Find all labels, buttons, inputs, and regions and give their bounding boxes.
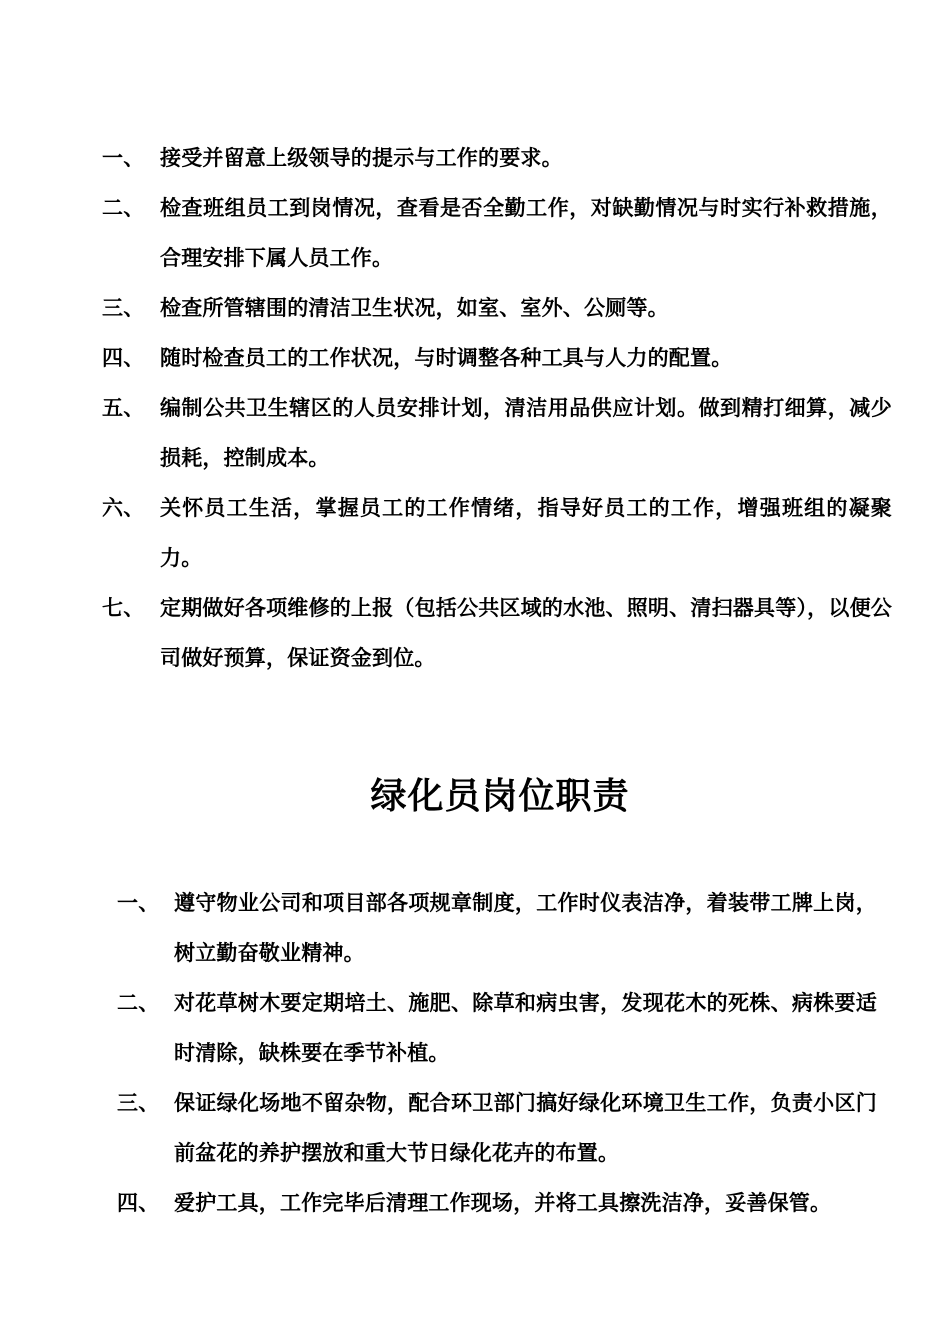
list-item: [102, 133, 892, 183]
item-text: 随时检查员工的工作状况，与时调整各种工具与人力的配置。: [160, 346, 733, 370]
item-text: 定期做好各项维修的上报（包括公共区域的水池、照明、清扫器具等），以便公司做好预算，保证资金到位。: [160, 596, 892, 670]
item-number: 二、: [117, 991, 160, 1015]
item-text: 检查班组员工到岗情况，查看是否全勤工作，对缺勤情况与时实行补救措施，合理安排下属人员工作。: [160, 196, 892, 270]
item-number: 三、: [102, 296, 145, 320]
item-number: 六、: [102, 496, 145, 520]
item-number: 二、: [102, 196, 145, 220]
list-item: [102, 283, 892, 333]
item-text: 关怀员工生活，掌握员工的工作情绪，指导好员工的工作，增强班组的凝聚力。: [160, 496, 892, 570]
duties-list-cleaning: [102, 133, 892, 683]
list-item: [102, 183, 892, 283]
list-item: [117, 978, 877, 1078]
item-text: 遵守物业公司和项目部各项规章制度，工作时仪表洁净，着装带工牌上岗，树立勤奋敬业精神。: [174, 891, 877, 965]
duties-list-greening: [117, 878, 877, 1228]
list-item: [102, 483, 892, 583]
list-item: [102, 333, 892, 383]
item-text: 接受并留意上级领导的提示与工作的要求。: [160, 146, 563, 170]
item-text: 保证绿化场地不留杂物，配合环卫部门搞好绿化环境卫生工作，负责小区门前盆花的养护摆放和重大节日绿化花卉的布置。: [174, 1091, 877, 1165]
item-text: 编制公共卫生辖区的人员安排计划，清洁用品供应计划。做到精打细算，减少损耗，控制成本。: [160, 396, 892, 470]
item-text: 爱护工具，工作完毕后清理工作现场，并将工具擦洗洁净，妥善保管。: [174, 1191, 832, 1215]
item-text: 检查所管辖围的清洁卫生状况，如室、室外、公厕等。: [160, 296, 669, 320]
list-item: [102, 583, 892, 683]
item-number: 五、: [102, 396, 145, 420]
item-number: 四、: [117, 1191, 160, 1215]
item-number: 三、: [117, 1091, 160, 1115]
list-item: [117, 1178, 877, 1228]
section-title: 绿化员岗位职责: [370, 776, 630, 817]
item-number: 一、: [117, 891, 160, 915]
list-item: [102, 383, 892, 483]
item-number: 七、: [102, 596, 145, 620]
item-number: 四、: [102, 346, 145, 370]
list-item: [117, 1078, 877, 1178]
list-item: [117, 878, 877, 978]
item-number: 一、: [102, 146, 145, 170]
item-text: 对花草树木要定期培土、施肥、除草和病虫害，发现花木的死株、病株要适时清除，缺株要在季节补植。: [174, 991, 877, 1065]
